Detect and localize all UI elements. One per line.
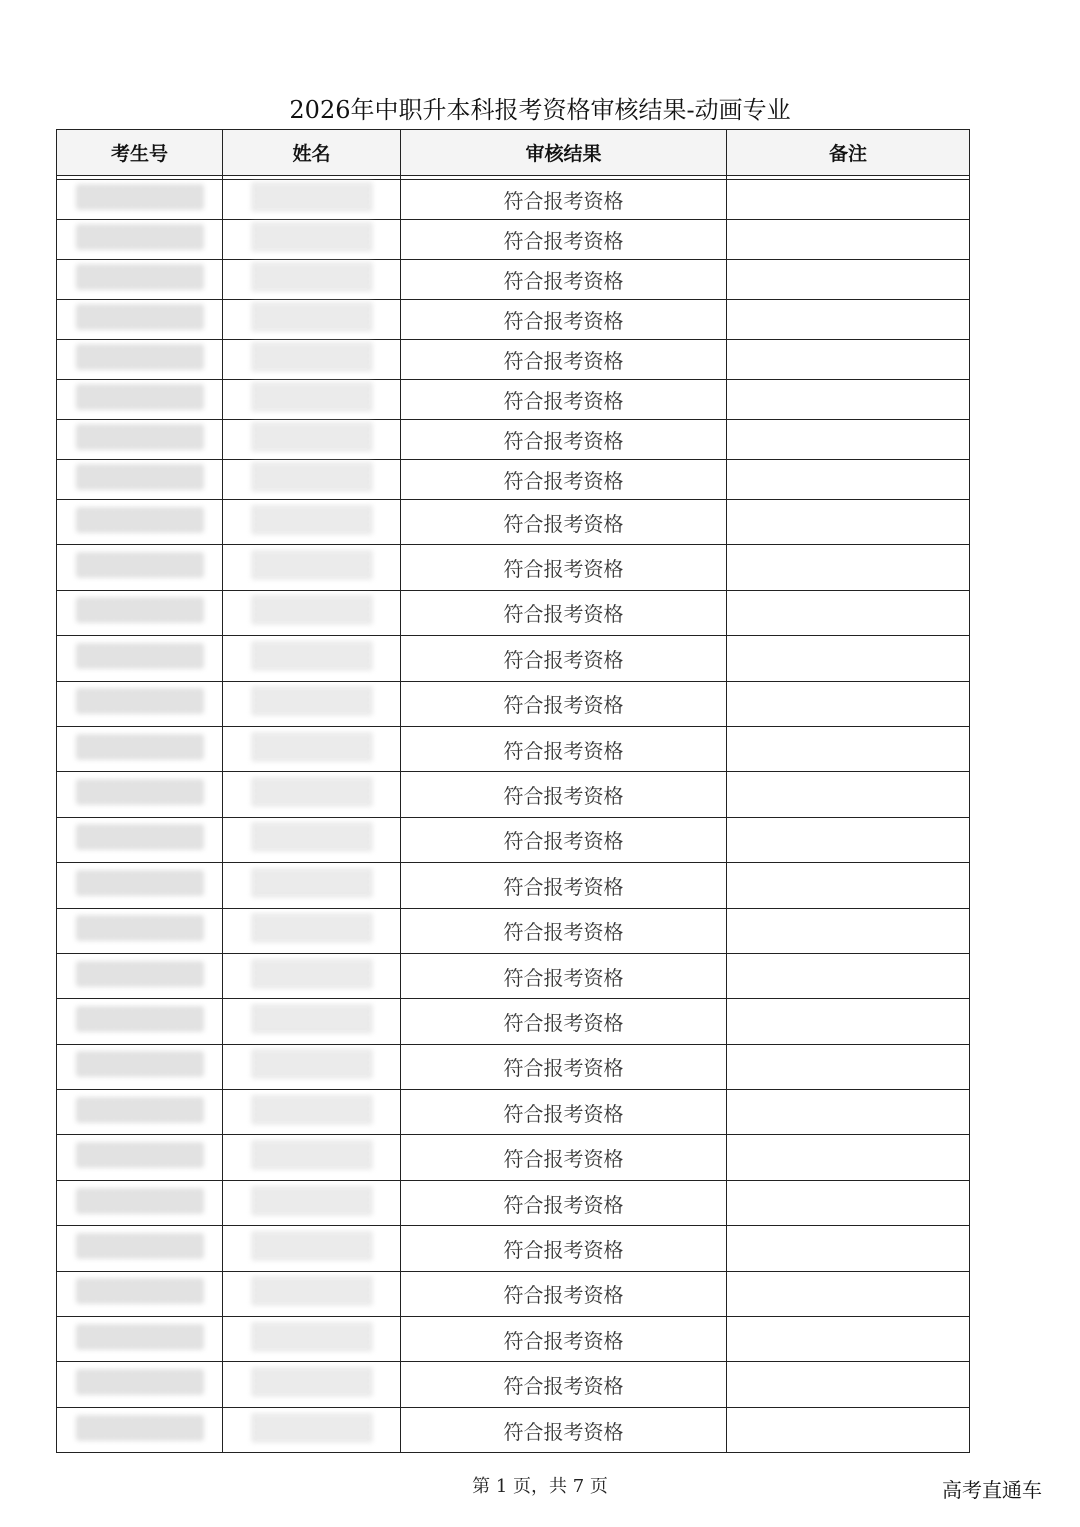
remark-cell	[727, 1271, 970, 1316]
exam-id-cell	[57, 1271, 223, 1316]
redacted-name	[251, 1049, 373, 1079]
exam-id-cell	[57, 1090, 223, 1135]
name-cell	[223, 1135, 401, 1180]
redacted-name	[251, 822, 373, 852]
table-row	[57, 340, 970, 380]
table-row	[57, 1180, 970, 1225]
redacted-exam-id	[76, 1188, 204, 1214]
result-cell: 符合报考资格	[401, 1180, 727, 1225]
redacted-exam-id	[76, 384, 204, 410]
exam-id-cell	[57, 460, 223, 500]
redacted-exam-id	[76, 1324, 204, 1350]
exam-id-cell	[57, 726, 223, 771]
name-cell	[223, 999, 401, 1044]
result-cell: 符合报考资格	[401, 817, 727, 862]
table-row	[57, 260, 970, 300]
table-row	[57, 380, 970, 420]
column-header-exam-id: 考生号	[57, 130, 223, 176]
name-cell	[223, 1407, 401, 1452]
exam-id-cell	[57, 380, 223, 420]
name-cell	[223, 460, 401, 500]
redacted-name	[251, 732, 373, 762]
redacted-exam-id	[76, 688, 204, 714]
redacted-exam-id	[76, 824, 204, 850]
result-cell: 符合报考资格	[401, 681, 727, 726]
table-row	[57, 1135, 970, 1180]
redacted-exam-id	[76, 915, 204, 941]
name-cell	[223, 300, 401, 340]
redacted-name	[251, 550, 373, 580]
name-cell	[223, 908, 401, 953]
table-row	[57, 545, 970, 590]
exam-id-cell	[57, 1407, 223, 1452]
exam-id-cell	[57, 1362, 223, 1407]
redacted-name	[251, 342, 373, 372]
redacted-exam-id	[76, 1051, 204, 1077]
result-cell: 符合报考资格	[401, 772, 727, 817]
name-cell	[223, 500, 401, 545]
exam-id-cell	[57, 1226, 223, 1271]
page-footer: 第 1 页，共 7 页	[472, 1476, 608, 1497]
table-row	[57, 460, 970, 500]
redacted-exam-id	[76, 304, 204, 330]
redacted-name	[251, 1413, 373, 1443]
redacted-exam-id	[76, 1006, 204, 1032]
redacted-name	[251, 505, 373, 535]
redacted-name	[251, 1276, 373, 1306]
redacted-exam-id	[76, 344, 204, 370]
redacted-name	[251, 1186, 373, 1216]
redacted-name	[251, 595, 373, 625]
remark-cell	[727, 1226, 970, 1271]
result-cell: 符合报考资格	[401, 180, 727, 220]
redacted-name	[251, 222, 373, 252]
redacted-exam-id	[76, 507, 204, 533]
name-cell	[223, 1044, 401, 1089]
redacted-exam-id	[76, 870, 204, 896]
table-row	[57, 726, 970, 771]
table-row	[57, 1407, 970, 1452]
exam-id-cell	[57, 999, 223, 1044]
redacted-exam-id	[76, 961, 204, 987]
name-cell	[223, 380, 401, 420]
redacted-name	[251, 182, 373, 212]
table-row	[57, 590, 970, 635]
redacted-name	[251, 262, 373, 292]
exam-id-cell	[57, 1044, 223, 1089]
redacted-exam-id	[76, 1278, 204, 1304]
result-cell: 符合报考资格	[401, 1090, 727, 1135]
remark-cell	[727, 1180, 970, 1225]
remark-cell	[727, 772, 970, 817]
remark-cell	[727, 1090, 970, 1135]
remark-cell	[727, 545, 970, 590]
remark-cell	[727, 180, 970, 220]
exam-id-cell	[57, 908, 223, 953]
redacted-name	[251, 959, 373, 989]
exam-id-cell	[57, 772, 223, 817]
exam-id-cell	[57, 340, 223, 380]
name-cell	[223, 1226, 401, 1271]
name-cell	[223, 681, 401, 726]
result-cell: 符合报考资格	[401, 908, 727, 953]
result-cell: 符合报考资格	[401, 1226, 727, 1271]
exam-id-cell	[57, 1180, 223, 1225]
name-cell	[223, 953, 401, 998]
redacted-name	[251, 1322, 373, 1352]
exam-id-cell	[57, 220, 223, 260]
result-cell: 符合报考资格	[401, 220, 727, 260]
name-cell	[223, 636, 401, 681]
name-cell	[223, 1271, 401, 1316]
table-row	[57, 999, 970, 1044]
name-cell	[223, 863, 401, 908]
redacted-exam-id	[76, 184, 204, 210]
exam-id-cell	[57, 590, 223, 635]
redacted-exam-id	[76, 1369, 204, 1395]
remark-cell	[727, 460, 970, 500]
remark-cell	[727, 681, 970, 726]
redacted-name	[251, 641, 373, 671]
exam-id-cell	[57, 180, 223, 220]
result-cell: 符合报考资格	[401, 636, 727, 681]
exam-id-cell	[57, 817, 223, 862]
remark-cell	[727, 636, 970, 681]
name-cell	[223, 260, 401, 300]
exam-id-cell	[57, 300, 223, 340]
table-row	[57, 1271, 970, 1316]
results-table	[56, 129, 970, 1453]
result-cell: 符合报考资格	[401, 300, 727, 340]
column-header-remark: 备注	[727, 130, 970, 176]
redacted-name	[251, 686, 373, 716]
redacted-exam-id	[76, 1142, 204, 1168]
remark-cell	[727, 863, 970, 908]
exam-id-cell	[57, 260, 223, 300]
table-row	[57, 220, 970, 260]
result-cell: 符合报考资格	[401, 260, 727, 300]
column-header-name: 姓名	[223, 130, 401, 176]
result-cell: 符合报考资格	[401, 340, 727, 380]
name-cell	[223, 340, 401, 380]
table-row	[57, 1090, 970, 1135]
remark-cell	[727, 500, 970, 545]
result-cell: 符合报考资格	[401, 863, 727, 908]
exam-id-cell	[57, 636, 223, 681]
name-cell	[223, 1090, 401, 1135]
redacted-exam-id	[76, 1415, 204, 1441]
redacted-name	[251, 868, 373, 898]
table-row	[57, 953, 970, 998]
result-cell: 符合报考资格	[401, 590, 727, 635]
remark-cell	[727, 1317, 970, 1362]
redacted-name	[251, 1095, 373, 1125]
result-cell: 符合报考资格	[401, 1271, 727, 1316]
table-row	[57, 636, 970, 681]
table-row	[57, 300, 970, 340]
redacted-exam-id	[76, 264, 204, 290]
name-cell	[223, 420, 401, 460]
table-body	[57, 176, 970, 1453]
remark-cell	[727, 817, 970, 862]
name-cell	[223, 1317, 401, 1362]
result-cell: 符合报考资格	[401, 999, 727, 1044]
result-cell: 符合报考资格	[401, 1135, 727, 1180]
result-cell: 符合报考资格	[401, 1317, 727, 1362]
exam-id-cell	[57, 420, 223, 460]
remark-cell	[727, 420, 970, 460]
remark-cell	[727, 1135, 970, 1180]
remark-cell	[727, 220, 970, 260]
name-cell	[223, 772, 401, 817]
table-row	[57, 420, 970, 460]
result-cell: 符合报考资格	[401, 953, 727, 998]
remark-cell	[727, 726, 970, 771]
result-cell: 符合报考资格	[401, 726, 727, 771]
redacted-exam-id	[76, 464, 204, 490]
name-cell	[223, 220, 401, 260]
table-row	[57, 500, 970, 545]
result-cell: 符合报考资格	[401, 380, 727, 420]
redacted-exam-id	[76, 424, 204, 450]
redacted-exam-id	[76, 1097, 204, 1123]
redacted-exam-id	[76, 643, 204, 669]
redacted-name	[251, 1140, 373, 1170]
table-row	[57, 180, 970, 220]
result-cell: 符合报考资格	[401, 420, 727, 460]
remark-cell	[727, 1044, 970, 1089]
name-cell	[223, 817, 401, 862]
redacted-name	[251, 777, 373, 807]
table-row	[57, 772, 970, 817]
remark-cell	[727, 999, 970, 1044]
remark-cell	[727, 953, 970, 998]
redacted-name	[251, 302, 373, 332]
redacted-exam-id	[76, 1233, 204, 1259]
name-cell	[223, 180, 401, 220]
redacted-name	[251, 1004, 373, 1034]
exam-id-cell	[57, 500, 223, 545]
redacted-exam-id	[76, 224, 204, 250]
redacted-name	[251, 422, 373, 452]
table-header-row	[57, 130, 970, 176]
table-row	[57, 908, 970, 953]
table-row	[57, 1317, 970, 1362]
exam-id-cell	[57, 1317, 223, 1362]
remark-cell	[727, 300, 970, 340]
result-cell: 符合报考资格	[401, 545, 727, 590]
name-cell	[223, 590, 401, 635]
remark-cell	[727, 260, 970, 300]
document-title: 2026年中职升本科报考资格审核结果-动画专业	[289, 96, 791, 124]
redacted-exam-id	[76, 734, 204, 760]
redacted-name	[251, 913, 373, 943]
exam-id-cell	[57, 863, 223, 908]
redacted-name	[251, 1231, 373, 1261]
result-cell: 符合报考资格	[401, 500, 727, 545]
remark-cell	[727, 380, 970, 420]
redacted-name	[251, 382, 373, 412]
table-row	[57, 1226, 970, 1271]
column-header-result: 审核结果	[401, 130, 727, 176]
table-row	[57, 1044, 970, 1089]
result-cell: 符合报考资格	[401, 1407, 727, 1452]
remark-cell	[727, 340, 970, 380]
table-row	[57, 681, 970, 726]
redacted-exam-id	[76, 779, 204, 805]
result-cell: 符合报考资格	[401, 1044, 727, 1089]
table-row	[57, 863, 970, 908]
table-row	[57, 1362, 970, 1407]
exam-id-cell	[57, 1135, 223, 1180]
name-cell	[223, 545, 401, 590]
exam-id-cell	[57, 681, 223, 726]
name-cell	[223, 1180, 401, 1225]
watermark: 高考直通车	[942, 1478, 1042, 1502]
exam-id-cell	[57, 953, 223, 998]
redacted-exam-id	[76, 597, 204, 623]
name-cell	[223, 726, 401, 771]
remark-cell	[727, 1362, 970, 1407]
redacted-name	[251, 462, 373, 492]
redacted-name	[251, 1367, 373, 1397]
redacted-exam-id	[76, 552, 204, 578]
name-cell	[223, 1362, 401, 1407]
table-row	[57, 817, 970, 862]
remark-cell	[727, 1407, 970, 1452]
remark-cell	[727, 590, 970, 635]
remark-cell	[727, 908, 970, 953]
exam-id-cell	[57, 545, 223, 590]
result-cell: 符合报考资格	[401, 460, 727, 500]
result-cell: 符合报考资格	[401, 1362, 727, 1407]
